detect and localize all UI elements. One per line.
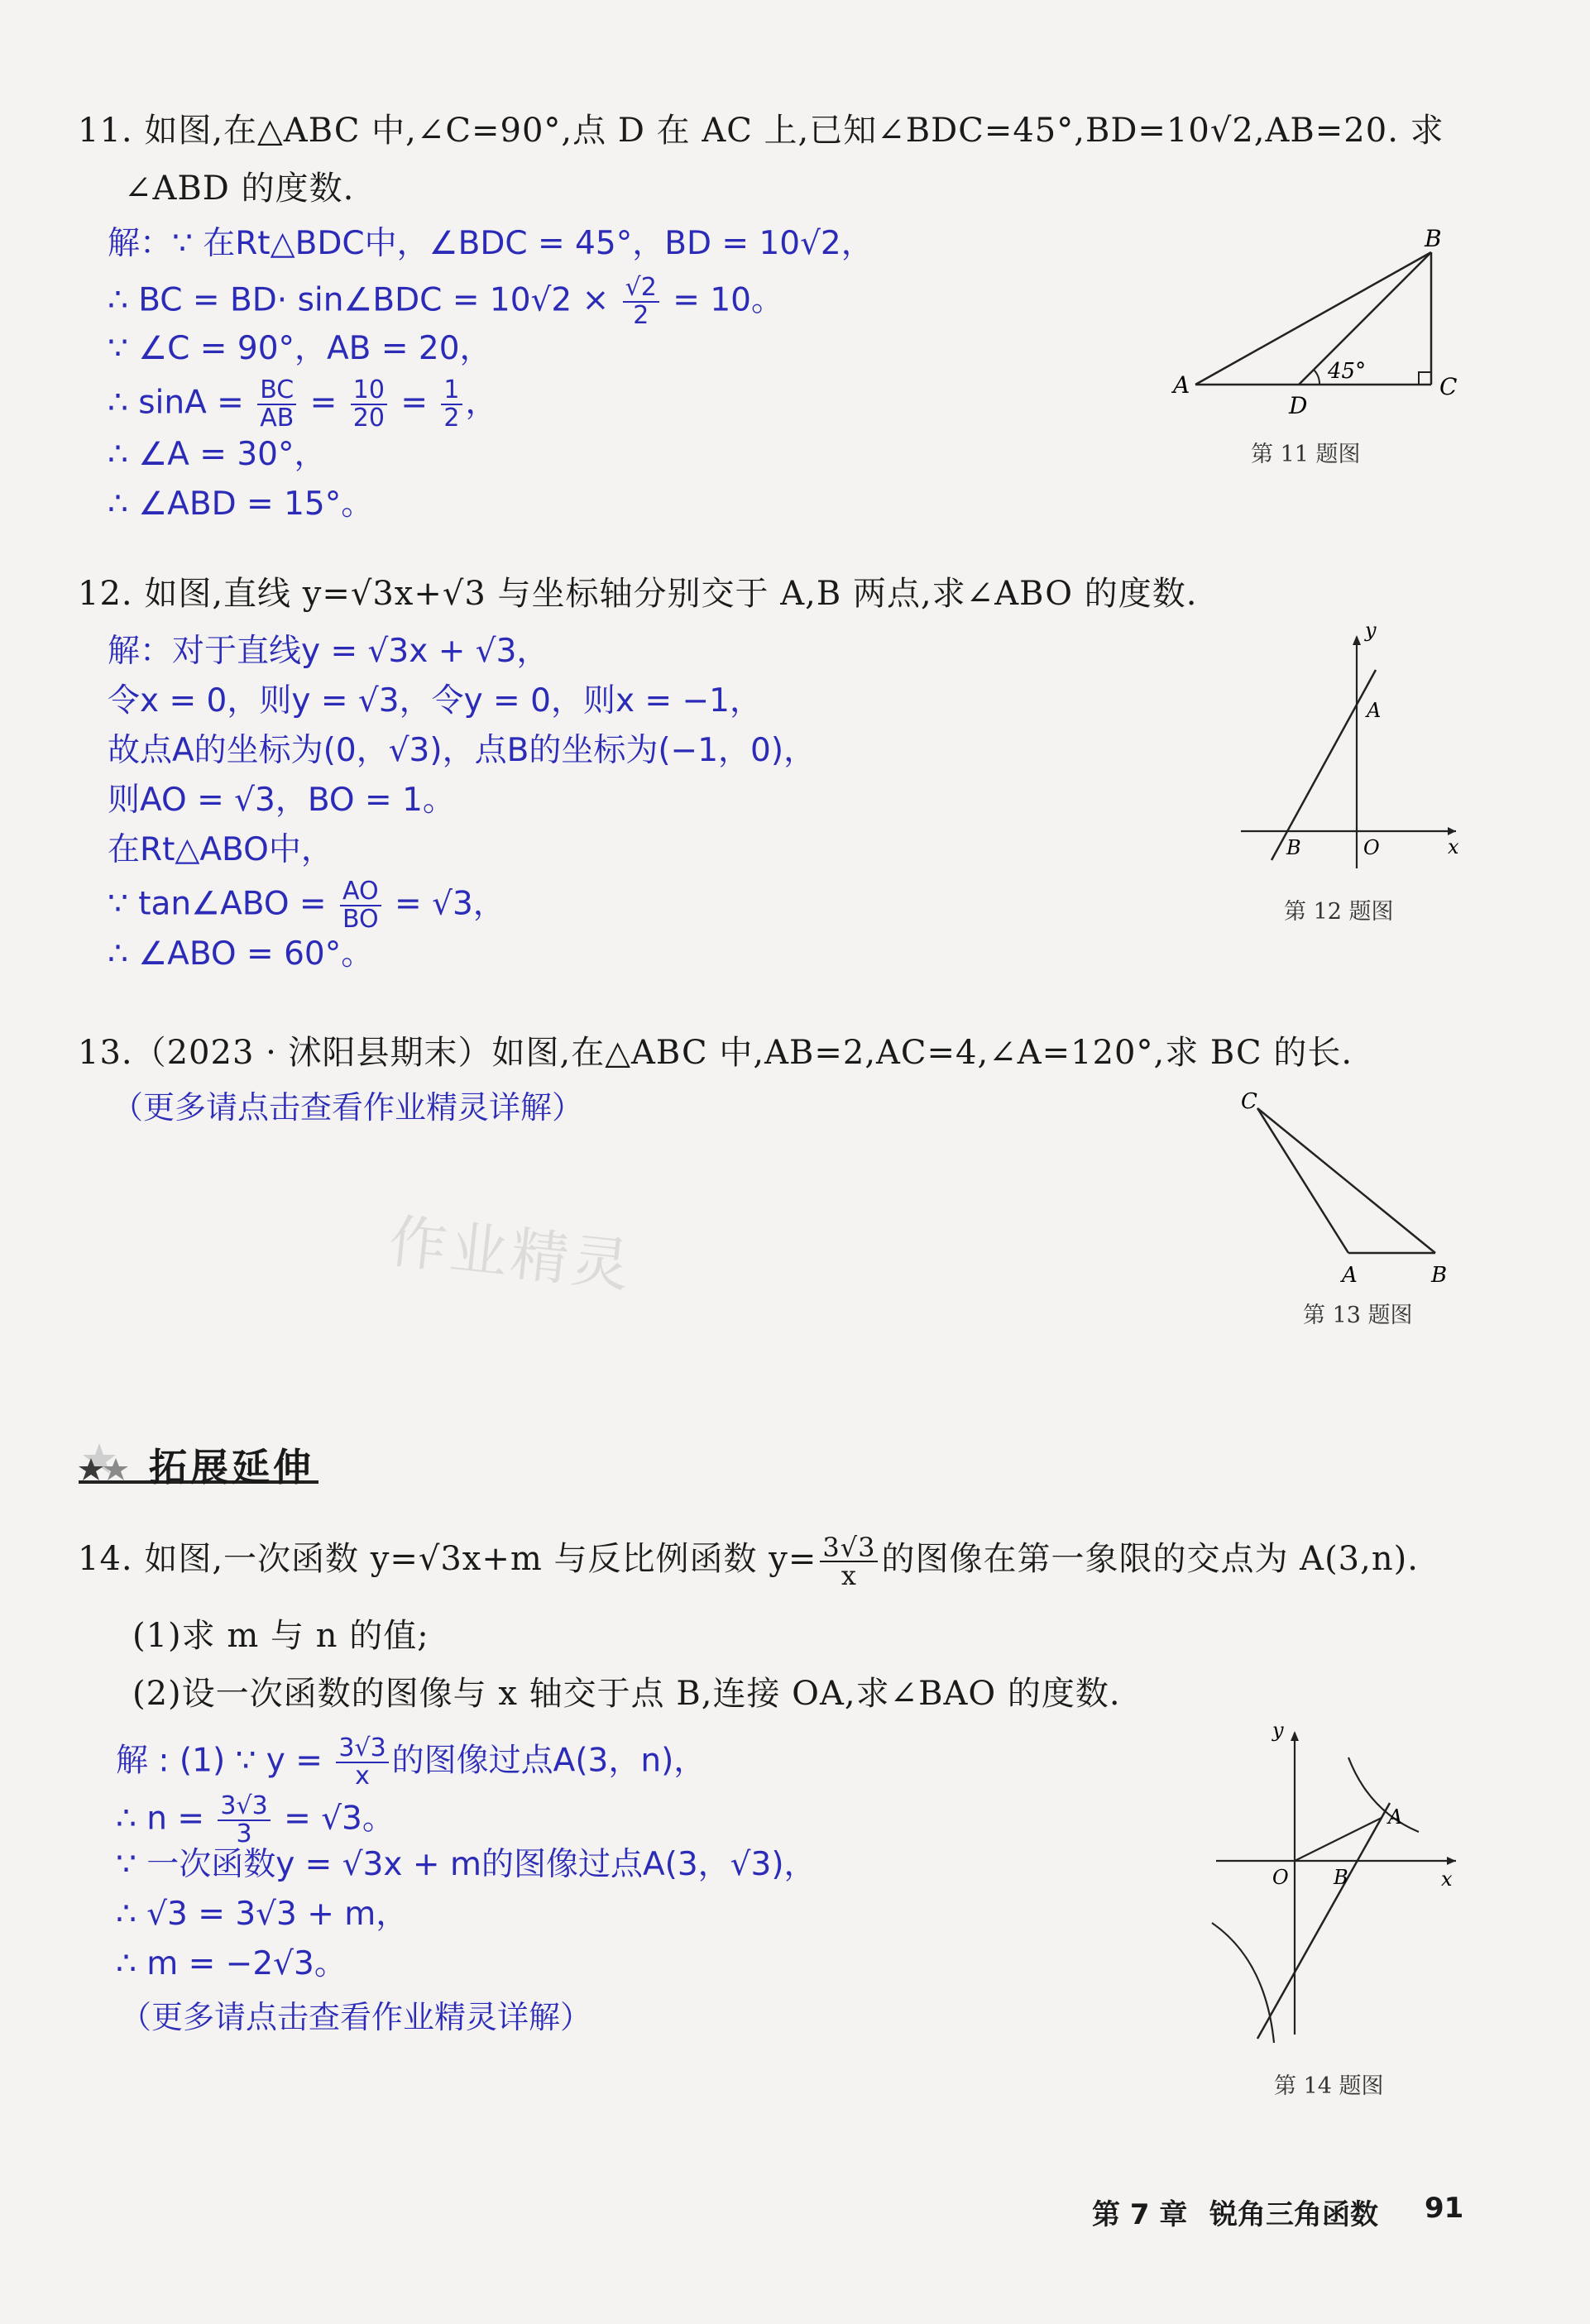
q14-l1b: 的图像在第一象限的交点为 A(3,n). xyxy=(881,1540,1419,1578)
fraction-denominator: x xyxy=(355,1762,370,1791)
q12-figure xyxy=(1224,620,1464,877)
fraction xyxy=(623,275,659,329)
watermark: 作业精灵 xyxy=(385,1207,636,1301)
label-a: A xyxy=(1388,1805,1403,1829)
q11-answer-line1: 解：∵ 在Rt△BDC中，∠BDC = 45°，BD = 10√2， xyxy=(108,225,874,262)
x-axis-arrow-icon xyxy=(1447,1857,1456,1865)
label-c: C xyxy=(1439,373,1458,400)
q14-l1a: 14. 如图,一次函数 y=√3x+m 与反比例函数 y= xyxy=(78,1540,817,1578)
fraction xyxy=(340,878,381,933)
q12-answer-line6 xyxy=(108,878,505,933)
fraction-denominator: 2 xyxy=(443,404,460,433)
q11-answer-line6: ∴ ∠ABD = 15°。 xyxy=(108,485,374,523)
q14-part1: (1)求 m 与 n 的值; xyxy=(132,1617,429,1655)
q11-answer-line2 xyxy=(108,275,783,329)
q12-answer-l6a: ∵ tan∠ABO = xyxy=(108,885,327,923)
fraction-denominator: x xyxy=(840,1560,857,1591)
line-graph xyxy=(1257,1803,1390,2039)
q11-answer-l2b: = 10。 xyxy=(673,281,783,319)
q14-answer-l2a: ∴ n = xyxy=(116,1800,205,1838)
label-b: B xyxy=(1286,836,1301,859)
fraction-denominator: 2 xyxy=(633,301,649,330)
section-stars-icon xyxy=(79,1435,153,1485)
q11-text-line1: 11. 如图,在△ABC 中,∠C=90°,点 D 在 AC 上,已知∠BDC=45°,BD=10√2,AB=20. 求 xyxy=(78,112,1444,150)
q11-answer-line4: ∴ sinA = $\frac{BC}{AB}$ = $\frac{10}{20}$ = $\frac{1}{2}$ ， xyxy=(108,375,498,433)
q14-answer-line4: ∴ √3 = 3√3 + m， xyxy=(116,1896,409,1933)
q14-answer-line1 xyxy=(116,1735,706,1790)
fraction xyxy=(441,377,462,432)
label-y: y xyxy=(1365,620,1377,642)
q12-answer-l6b: = √3， xyxy=(395,885,505,923)
fraction xyxy=(351,377,387,432)
q13-text-line1: 13.（2023 · 沭阳县期末）如图,在△ABC 中,AB=2,AC=4,∠A=120°,求 BC 的长. xyxy=(78,1034,1353,1072)
label-o: O xyxy=(1272,1866,1289,1889)
q14-answer-line3: ∵ 一次函数y = √3x + m的图像过点A(3，√3)， xyxy=(116,1846,817,1883)
fraction-numerator: AO xyxy=(340,878,381,906)
q14-answer-line5: ∴ m = −2√3。 xyxy=(116,1945,347,1982)
fraction xyxy=(257,377,296,432)
x-axis-arrow-icon xyxy=(1448,827,1456,835)
hyperbola-branch-1 xyxy=(1348,1757,1419,1832)
q12-answer-line3: 故点A的坐标为(0，√3)，点B的坐标为(−1，0)， xyxy=(108,732,817,769)
label-x: x xyxy=(1441,1867,1453,1891)
fraction-numerator: 10 xyxy=(351,377,387,405)
q14-caption: 第 14 题图 xyxy=(1274,2073,1384,2099)
y-axis-arrow-icon xyxy=(1353,635,1361,645)
q14-answer-l1a: 解 : (1) ∵ y = xyxy=(116,1742,323,1780)
q11-answer-line5: ∴ ∠A = 30°， xyxy=(108,436,327,473)
q11-figure xyxy=(1158,215,1473,463)
fraction-numerator: 3√3 xyxy=(336,1735,388,1763)
q12-answer-line2: 令x = 0，则y = √3，令y = 0，则x = −1， xyxy=(108,682,762,720)
label-a: A xyxy=(1367,699,1382,722)
q11-caption: 第 11 题图 xyxy=(1251,442,1361,467)
q12-caption: 第 12 题图 xyxy=(1284,899,1394,925)
q14-figure xyxy=(1200,1720,1464,2051)
fraction xyxy=(820,1534,878,1589)
label-b: B xyxy=(1334,1866,1348,1889)
fraction-numerator: √2 xyxy=(623,275,659,303)
label-b: B xyxy=(1425,225,1442,252)
q14-part2: (2)设一次函数的图像与 x 轴交于点 B,连接 OA,求∠BAO 的度数. xyxy=(132,1675,1121,1713)
q14-text-line1 xyxy=(78,1530,1419,1589)
q11-answer-l4a: ∴ sinA = xyxy=(108,384,244,422)
q14-answer-l1b: 的图像过点A(3，n)， xyxy=(391,1742,706,1780)
q12-answer-line4: 则AO = √3，BO = 1。 xyxy=(108,782,455,819)
fraction-denominator: BO xyxy=(342,905,379,934)
q13-figure xyxy=(1233,1083,1464,1290)
segment-ca xyxy=(1257,1108,1348,1253)
q13-more-link[interactable]: （更多请点击查看作业精灵详解） xyxy=(112,1089,584,1126)
right-angle-mark xyxy=(1419,372,1431,385)
q13-caption: 第 13 题图 xyxy=(1303,1303,1413,1328)
fraction-denominator: 20 xyxy=(352,404,385,433)
label-a: A xyxy=(1173,371,1190,399)
q12-text-line1: 12. 如图,直线 y=√3x+√3 与坐标轴分别交于 A,B 两点,求∠ABO 的度数. xyxy=(78,575,1198,613)
fraction-denominator: AB xyxy=(260,404,295,433)
label-b: B xyxy=(1431,1263,1448,1288)
q14-answer-l2b: = √3。 xyxy=(284,1800,395,1838)
label-y: y xyxy=(1272,1720,1284,1742)
footer-chapter: 第 7 章 xyxy=(1092,2198,1188,2231)
q12-answer-line5: 在Rt△ABO中， xyxy=(108,831,333,868)
fraction xyxy=(336,1735,388,1790)
label-d: D xyxy=(1289,392,1308,419)
fraction-denominator: 3 xyxy=(236,1820,252,1848)
q14-more-link[interactable]: （更多请点击查看作业精灵详解） xyxy=(120,1999,592,2035)
angle-arc xyxy=(1314,370,1319,385)
y-axis-arrow-icon xyxy=(1291,1731,1299,1741)
q11-text-line2: ∠ABD 的度数. xyxy=(124,170,355,208)
page-number: 91 xyxy=(1425,2192,1464,2225)
section-title: 拓展延伸 xyxy=(149,1445,314,1490)
q12-answer-line1: 解：对于直线y = √3x + √3， xyxy=(108,633,549,670)
footer-title: 锐角三角函数 xyxy=(1209,2198,1378,2231)
q11-answer-l4b: ， xyxy=(465,384,498,422)
angle-label: 45° xyxy=(1328,359,1367,384)
label-x: x xyxy=(1448,835,1459,858)
segment-ab xyxy=(1195,252,1431,385)
fraction-numerator: 1 xyxy=(441,377,462,405)
label-o: O xyxy=(1363,836,1380,859)
q11-answer-l2a: ∴ BC = BD· sin∠BDC = 10√2 × xyxy=(108,281,610,319)
fraction-numerator: 3√3 xyxy=(218,1793,270,1821)
label-c: C xyxy=(1241,1089,1257,1114)
label-a: A xyxy=(1342,1263,1358,1288)
q11-answer-line3: ∵ ∠C = 90°，AB = 20， xyxy=(108,330,492,367)
q12-answer-line7: ∴ ∠ABO = 60°。 xyxy=(108,935,374,973)
segment-cb xyxy=(1257,1108,1435,1253)
fraction-numerator: BC xyxy=(257,377,296,405)
fraction-numerator: 3√3 xyxy=(820,1534,878,1562)
